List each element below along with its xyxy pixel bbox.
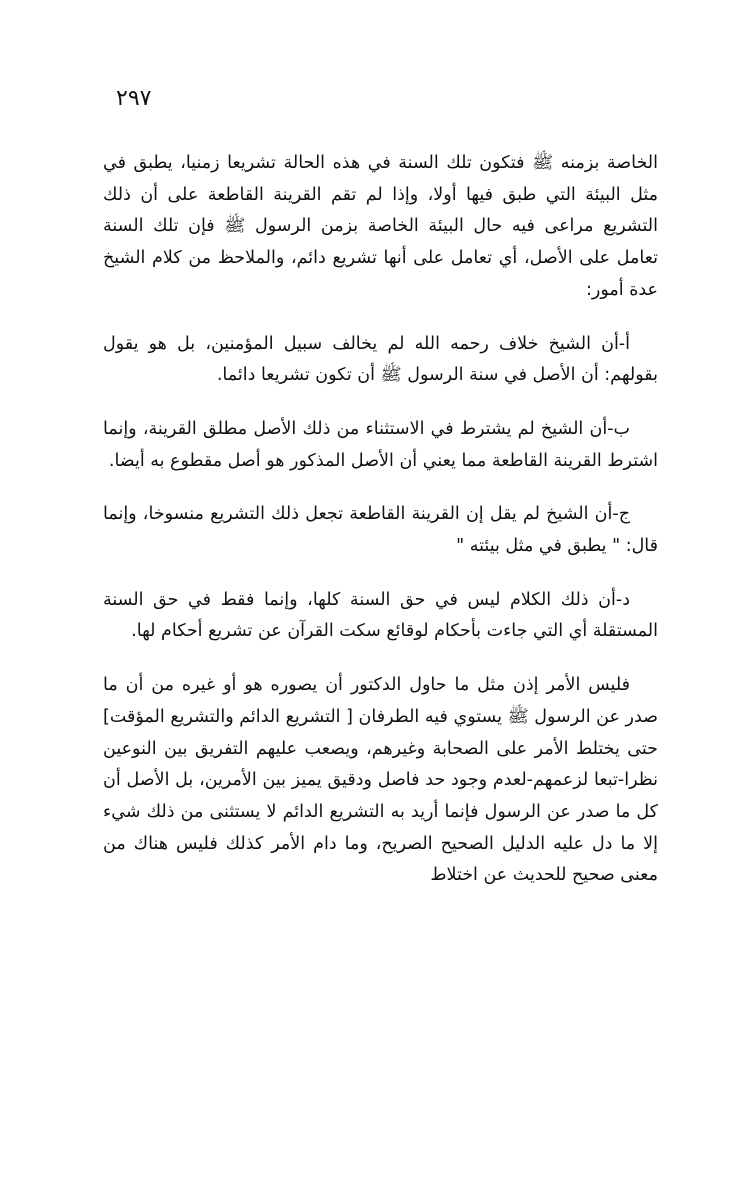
page-number: ٢٩٧ [116,86,152,111]
paragraph-conclusion: فليس الأمر إذن مثل ما حاول الدكتور أن يصوره هو أو غيره من أن ما صدر عن الرسول ﷺ يستوي فيه الطرفان [ التشريع الدائم والتشريع المؤقت] حتى يختلط الأمر على الصحابة وغيرهم، ويصعب عليهم التفريق بين النوعين نظرا-تبعا لزعمهم-لعدم وجود حد فاصل ودقيق يميز بين الأمرين، بل الأصل أن كل ما صدر عن الرسول فإنما أريد به التشريع الدائم لا يستثنى من ذلك شيء إلا ما دل عليه الدليل الصحيح الصريح، وما دام الأمر كذلك فليس هناك من معنى صحيح للحديث عن اختلاط [103,675,658,886]
paragraph-point-d: د-أن ذلك الكلام ليس في حق السنة كلها، وإنما فقط في حق السنة المستقلة أي التي جاءت بأحكام لوقائع سكت القرآن عن تشريع أحكام لها. [103,589,658,642]
paragraph-point-a: أ-أن الشيخ خلاف رحمه الله لم يخالف سبيل المؤمنين، بل هو يقول بقولهم: أن الأصل في سنة الرسول ﷺ أن تكون تشريعا دائما. [103,333,658,386]
paragraph-point-b: ب-أن الشيخ لم يشترط في الاستثناء من ذلك الأصل مطلق القرينة، وإنما اشترط القرينة القاطعة مما يعني أن الأصل المذكور هو أصل مقطوع به أيضا. [103,418,658,471]
body-text [103,148,658,914]
paragraph-intro: الخاصة بزمنه ﷺ فتكون تلك السنة في هذه الحالة تشريعا زمنيا، يطبق في مثل البيئة التي طبق فيها أولا، وإذا لم تقم القرينة القاطعة على أن ذلك التشريع مراعى فيه حال البيئة الخاصة بزمن الرسول ﷺ فإن تلك السنة تعامل على الأصل، أي تعامل على أنها تشريع دائم، والملاحظ من كلام الشيخ عدة أمور: [103,153,658,300]
paragraph-point-c: ج-أن الشيخ لم يقل إن القرينة القاطعة تجعل ذلك التشريع منسوخا، وإنما قال: " يطبق في مثل بيئته " [103,504,658,557]
